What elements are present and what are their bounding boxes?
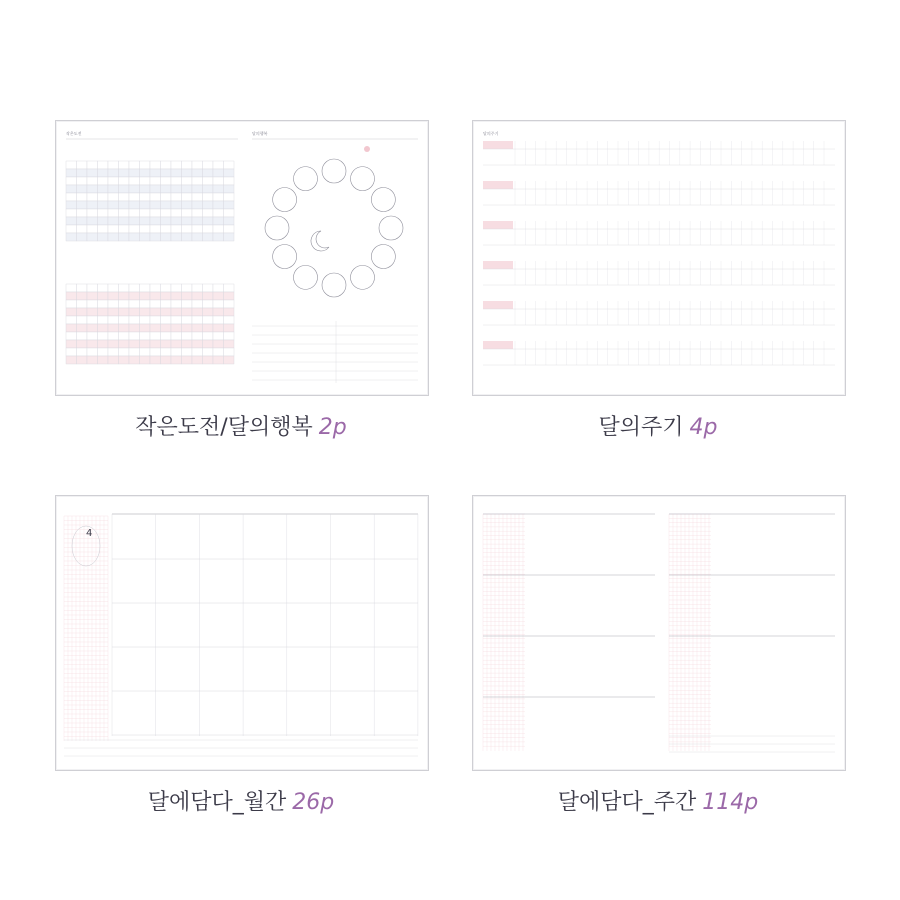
preview-weekly-drawing (473, 496, 845, 770)
moon-cycle-rows (483, 141, 835, 365)
challenge-grid-bottom (66, 284, 234, 364)
preview-monthly-drawing (56, 496, 428, 770)
weekly-day-blocks (483, 514, 835, 697)
month-number: 4 (86, 528, 93, 539)
right-heading: 달의행복 (252, 131, 268, 136)
caption-small-challenge: 작은도전/달의행복 2p (135, 415, 347, 440)
page-preview-moon-cycle (472, 120, 846, 396)
moon-cycle-heading: 달의주기 (483, 131, 499, 136)
weekly-left-grid (483, 514, 525, 751)
moon-circles (265, 159, 403, 297)
page-preview-monthly (55, 495, 429, 771)
page-preview-small-challenge (55, 120, 429, 396)
left-heading: 작은도전 (66, 131, 82, 136)
caption-moon-cycle: 달의주기 4p (598, 415, 718, 440)
preview-moon-cycle-drawing (473, 121, 845, 395)
monthly-footer-rows (64, 740, 418, 756)
caption-weekly: 달에담다_주간 114p (557, 790, 759, 815)
monthly-calendar-grid (112, 514, 418, 736)
crescent-moon-icon (311, 231, 329, 251)
happiness-list-lines (252, 321, 418, 383)
weekly-right-grid (669, 514, 711, 751)
preview-small-challenge-drawing (56, 121, 428, 395)
weekly-footer-rows (669, 736, 835, 752)
stamp-icon (364, 146, 370, 152)
page-preview-weekly (472, 495, 846, 771)
monthly-side-grid (64, 516, 108, 741)
challenge-grid-top (66, 161, 234, 241)
caption-monthly: 달에담다_월간 26p (147, 790, 335, 815)
